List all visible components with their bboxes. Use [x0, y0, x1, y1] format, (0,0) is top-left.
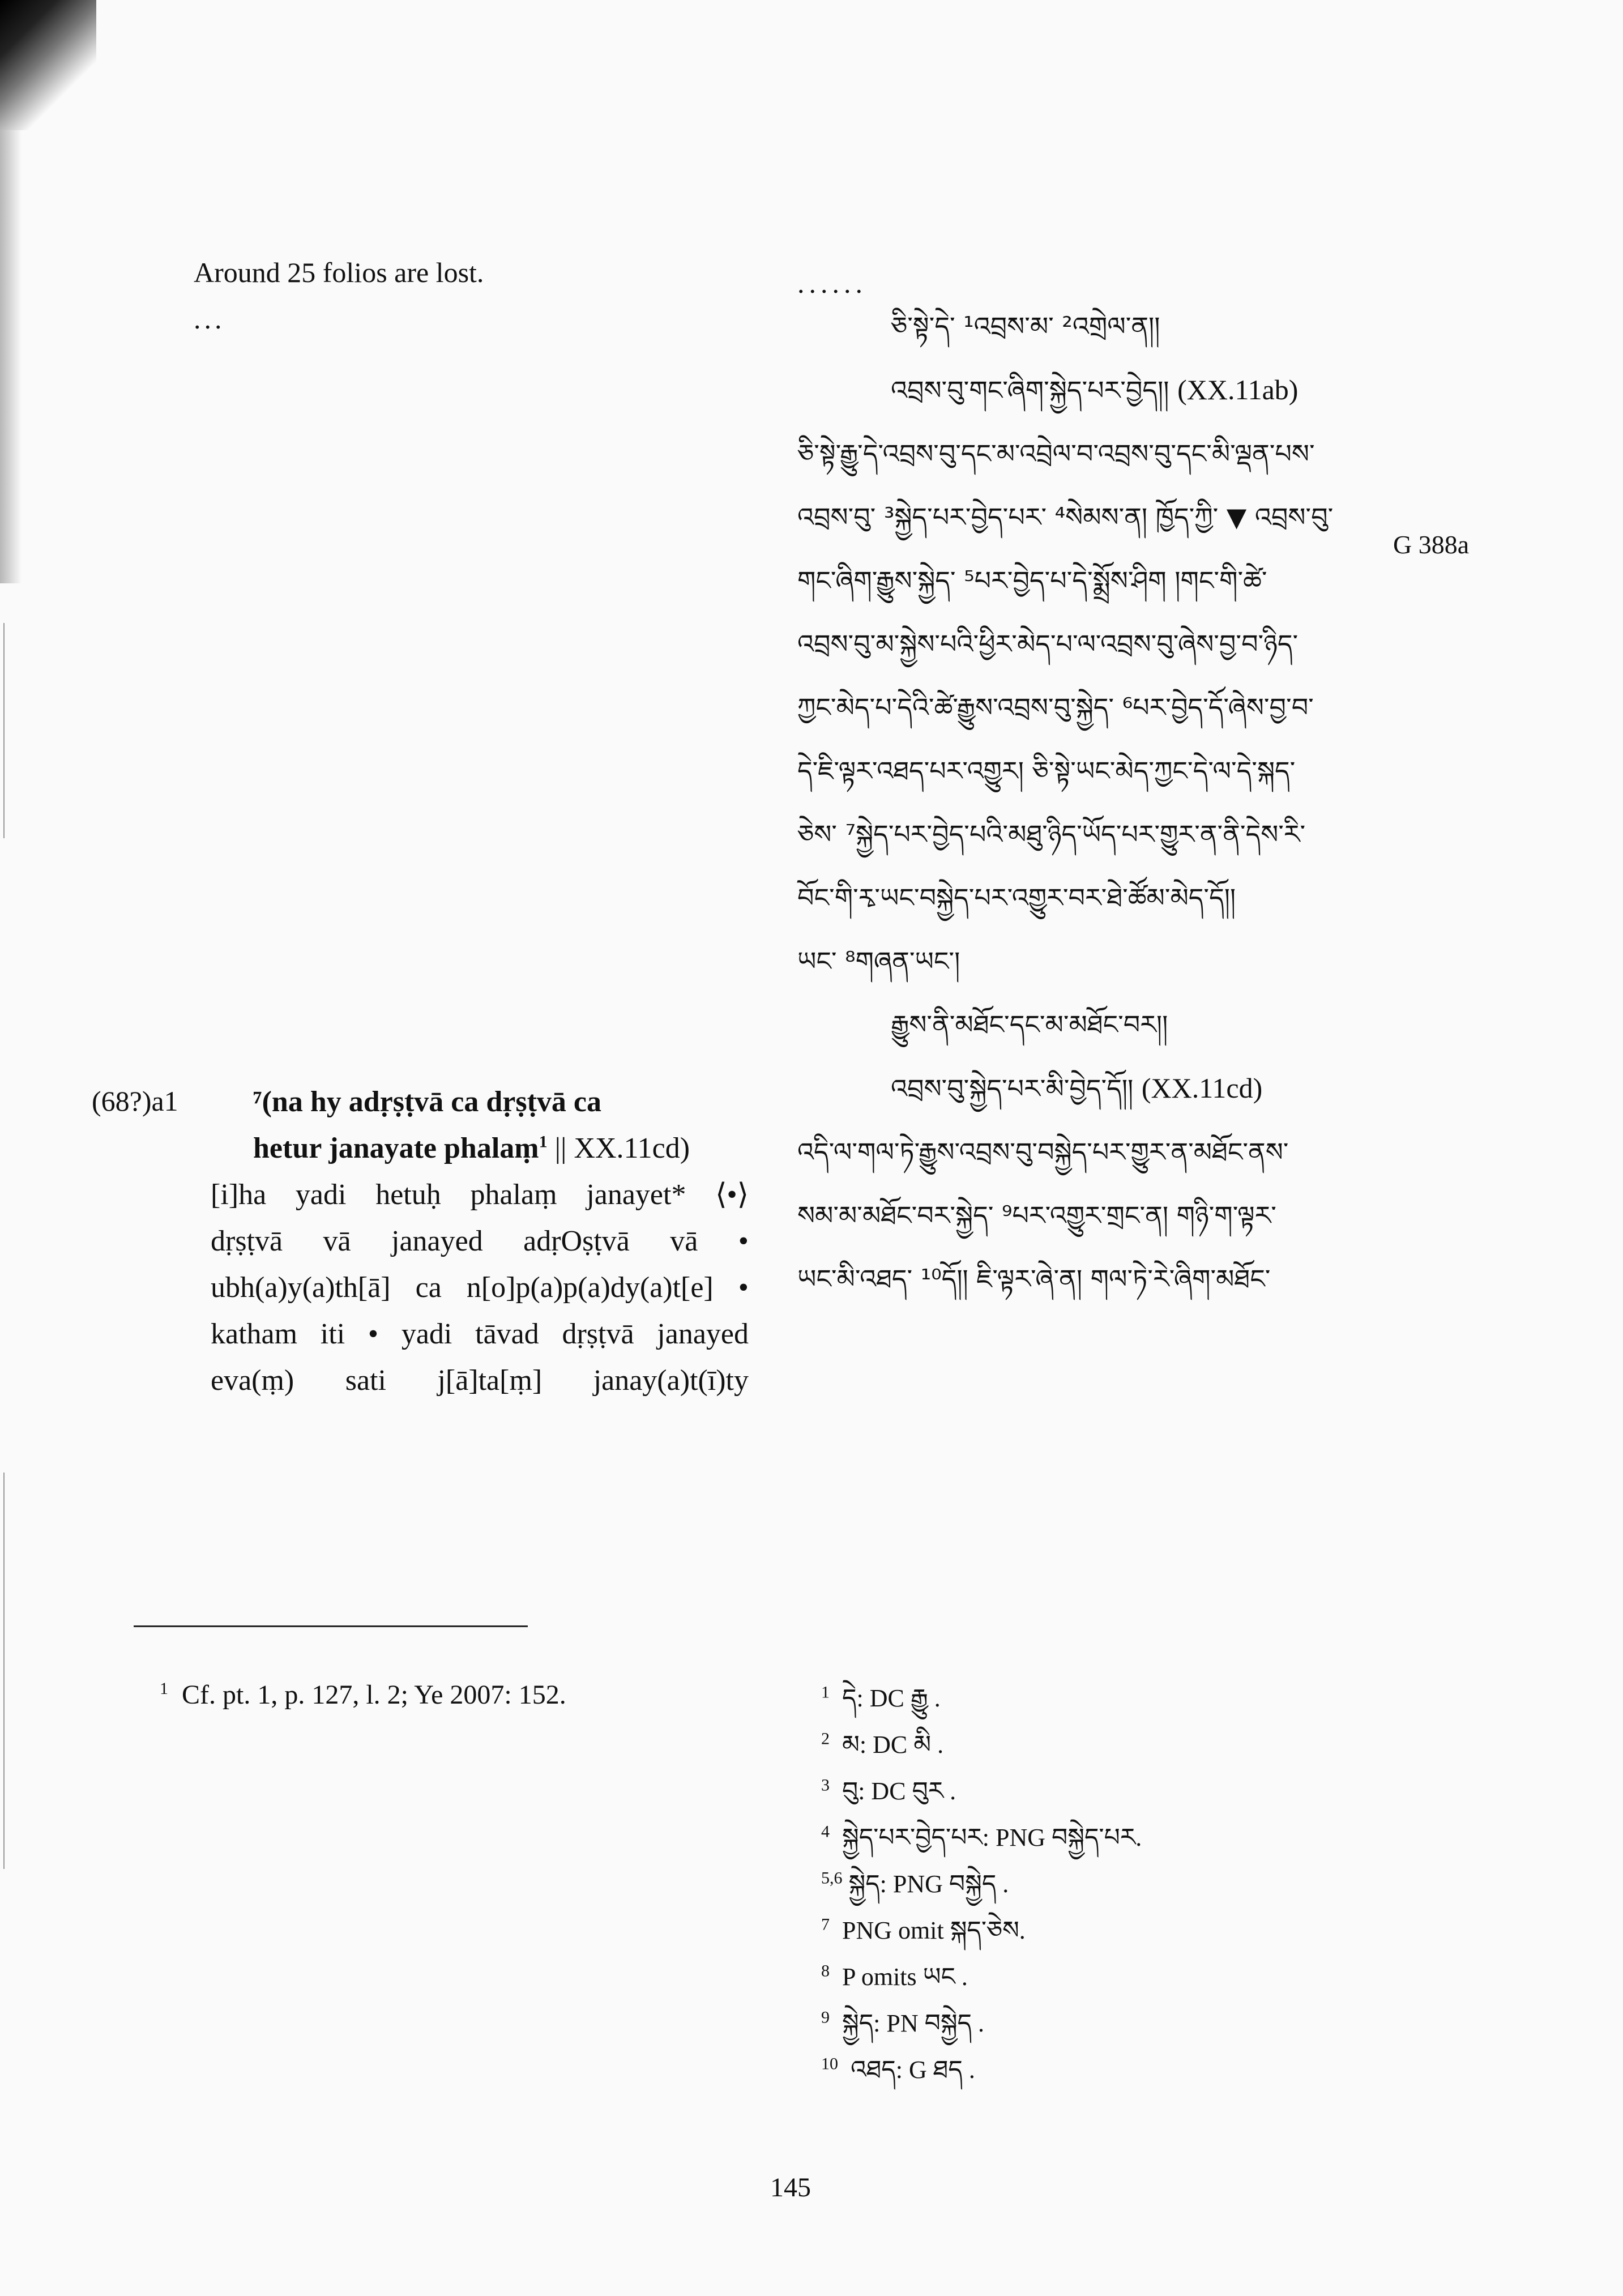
footnote-ref: 1	[539, 1132, 548, 1151]
folio-marker: (68?)a1	[92, 1085, 178, 1117]
page-number: 145	[770, 2173, 811, 2203]
commentary-line: katham iti • yadi tāvad dṛṣṭvā janayed	[211, 1318, 749, 1350]
footnote: $^8$ P omits ཡང .	[821, 1961, 968, 1991]
lost-folios-note: Around 25 folios are lost.	[194, 257, 484, 288]
tibetan-line: འབྲས་བུ་མ་སྐྱེས་པའི་ཕྱིར་མེད་པ་ལ་འབྲས་བུ་ཞེས་བྱ་བ་ཉིད་	[797, 629, 1299, 659]
footnote: $^9$ སྐྱེད: PN བསྐྱེད .	[821, 2008, 985, 2037]
tibetan-verse-line: ཅི་སྟེ་དེ་ ¹འབྲས་མ་ ²འགྲེལ་ན།།	[891, 311, 1160, 342]
ellipsis: ...	[194, 303, 225, 335]
commentary-line: [i]ha yadi hetuḥ phalaṃ janayet* ⟨•⟩	[211, 1179, 749, 1211]
footnote-left	[160, 1679, 566, 1710]
tibetan-line: དེ་ཇི་ལྟར་འཐད་པར་འགྱུར། ཅི་སྟེ་ཡང་མེད་ཀྱང་དེ་ལ་དེ་སྐད་	[797, 756, 1296, 786]
footnote: $^7$ PNG omit སྐད་ཅེས.	[821, 1915, 1026, 1944]
verse-line	[211, 1125, 749, 1172]
tibetan-line: ཅེས་ ⁷སྐྱེད་པར་བྱེད་པའི་མཐུ་ཉིད་ཡོད་པར་གྱུར་ན་ནི་དེས་རི་	[797, 819, 1306, 850]
verse-text: hetur janayate phalaṃ	[253, 1132, 539, 1164]
tibetan-line: ཡང་ ⁸གཞན་ཡང་།	[797, 946, 960, 976]
verse-line: ⁷(na hy adṛṣṭvā ca dṛṣṭvā ca	[253, 1086, 602, 1118]
tibetan-line: བོང་གི་རྭ་ཡང་བསྐྱེད་པར་འགྱུར་བར་ཐེ་ཚོམ་མེད་དོ།།	[797, 882, 1236, 913]
scan-shadow-edge	[0, 130, 22, 583]
scan-shadow-corner	[0, 0, 96, 130]
tibetan-text	[797, 266, 1454, 1311]
footnote: $^2$ མ: DC མི .	[821, 1729, 944, 1759]
tibetan-line: འདི་ལ་གལ་ཏེ་རྒྱུས་འབྲས་བུ་བསྐྱེད་པར་གྱུར་ན་མཐོང་ནས་	[797, 1137, 1289, 1167]
verse-ref: (XX.11cd)	[1141, 1072, 1263, 1104]
commentary-line: ubh(a)y(a)th[ā] ca n[o]p(a)p(a)dy(a)t[e] •	[211, 1271, 749, 1304]
tibetan-line: ཡང་མི་འཐད་ ¹⁰དོ།། ཇི་ལྟར་ཞེ་ན། གལ་ཏེ་རེ་ཞིག་མཐོང་	[797, 1264, 1271, 1294]
footnote: $^1$ དེ: DC རྒྱུ .	[821, 1683, 941, 1712]
scan-edge-line	[3, 623, 5, 838]
sanskrit-text	[211, 1079, 749, 1404]
tibetan-verse-line: འབྲས་བུ་སྐྱེད་པར་མི་བྱེད་དོ།། (XX.11cd)	[891, 1072, 1263, 1104]
footnote-text: Cf. pt. 1, p. 127, l. 2; Ye 2007: 152.	[182, 1680, 566, 1710]
footnotes-right	[821, 1675, 1142, 2093]
verse-ref: || XX.11cd)	[547, 1132, 690, 1164]
commentary-line: eva(ṃ) sati j[ā]ta[ṃ] janay(a)t(ī)ty	[211, 1364, 749, 1397]
commentary-line: dṛṣṭvā vā janayed adṛOṣṭvā vā •	[211, 1225, 749, 1257]
footnote: $^4$ སྐྱེད་པར་བྱེད་པར: PNG བསྐྱེད་པར.	[821, 1822, 1142, 1851]
left-column-header	[194, 249, 749, 342]
footnote: $^{5,6}$ སྐྱེད: PNG བསྐྱེད .	[821, 1868, 1009, 1898]
ellipsis: ......	[797, 267, 867, 299]
tibetan-line: སམ་མ་མཐོང་བར་སྐྱེད་ ⁹པར་འགྱུར་གྲང་ན། གཉི་ག་ལྟར་	[797, 1200, 1276, 1231]
footnote-rule	[134, 1625, 528, 1627]
tibetan-line: ཅི་སྟེ་རྒྱུ་དེ་འབྲས་བུ་དང་མ་འབྲེལ་བ་འབྲས་བུ་དང་མི་ལྡན་པས་	[797, 438, 1315, 469]
tibetan-line: ཀྱང་མེད་པ་དེའི་ཚེ་རྒྱུས་འབྲས་བུ་སྐྱེད་ ⁶པར་བྱེད་དོ་ཞེས་བྱ་བ་	[797, 692, 1314, 723]
scan-edge-line	[3, 1473, 5, 1869]
tibetan-line: འབྲས་བུ་ ³སྐྱེད་པར་བྱེད་པར་ ⁴སེམས་ན། ཁྱོད་ཀྱི་ ▼ འབྲས་བུ་	[797, 502, 1334, 532]
tibetan-line: གང་ཞིག་རྒྱུས་སྐྱེད་ ⁵པར་བྱེད་པ་དེ་སྨྲོས་ཤིག །གང་གི་ཚེ་	[797, 565, 1267, 596]
footnote-number: 1	[160, 1679, 168, 1698]
footnote: $^3$ བུ: DC བུར .	[821, 1776, 956, 1805]
tibetan-verse-line: རྒྱུས་ནི་མཐོང་དང་མ་མཐོང་བར།།	[891, 1009, 1168, 1040]
footnote: $^{10}$ འཐད: G ཐད .	[821, 2054, 975, 2084]
tibetan-verse-line: འབྲས་བུ་གང་ཞིག་སྐྱེད་པར་བྱེད།། (XX.11ab)	[891, 374, 1299, 406]
verse-ref: (XX.11ab)	[1177, 374, 1299, 406]
folio-ref-g: G 388a	[1393, 530, 1470, 559]
